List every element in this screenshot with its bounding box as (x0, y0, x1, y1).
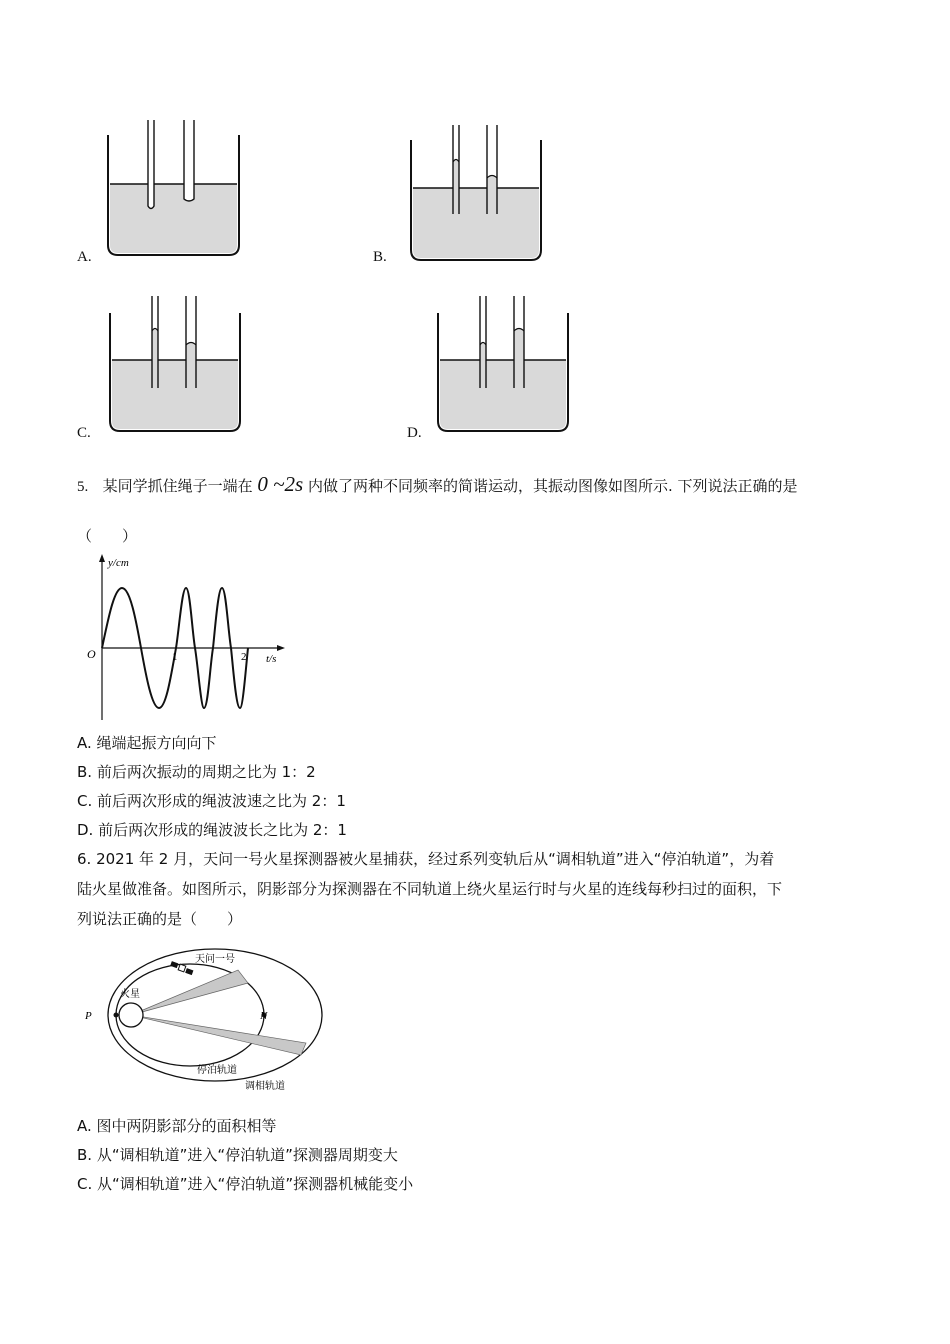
q5-stem (77, 474, 797, 497)
q4-figure-a (104, 117, 244, 259)
q6-label-probe: 天问一号 (195, 954, 235, 965)
q6-shaded-area-phasing (131, 1015, 306, 1055)
q4-option-c-label[interactable]: C. (77, 425, 91, 441)
q6-label-n: N (260, 1010, 268, 1022)
q5-x-axis-label: t/s (266, 653, 277, 665)
q4-option-b-label[interactable]: B. (373, 249, 387, 265)
q6-label-p: P (85, 1010, 92, 1022)
q5-option-d[interactable]: D. 前后两次形成的绳波波长之比为 2：1 (77, 821, 347, 839)
q6-stem-line-2: 陆火星做准备。如图所示，阴影部分为探测器在不同轨道上绕火星运行时与火星的连线每秒扫过的面积，下 (77, 880, 783, 898)
q6-label-mars: 火星 (120, 989, 140, 1000)
q6-stem-line-3: 列说法正确的是（ ） (77, 910, 243, 928)
q6-stem-line-1: 6. 2021 年 2 月，天问一号火星探测器被火星捕获，经过系列变轨后从“调相轨道”进入“停泊轨道”，为着 (77, 850, 775, 868)
q5-text-before: 某同学抓住绳子一端在 (102, 477, 253, 495)
q6-option-a[interactable]: A. 图中两阴影部分的面积相等 (77, 1117, 277, 1135)
q6-option-b[interactable]: B. 从“调相轨道”进入“停泊轨道”探测器周期变大 (77, 1146, 398, 1164)
q5-answer-bracket: （ ） (77, 527, 138, 545)
q5-option-b[interactable]: B. 前后两次振动的周期之比为 1：2 (77, 763, 316, 781)
q6-label-phasing-orbit: 调相轨道 (245, 1081, 285, 1092)
q6-orbit-figure (80, 945, 330, 1095)
q6-shaded-area-parking (131, 970, 248, 1015)
q6-mars (119, 1003, 143, 1027)
q5-tick-2: 2 (241, 651, 247, 663)
q5-math-interval: 0 ~2s (257, 472, 304, 496)
q6-probe-icon (170, 961, 193, 975)
q5-option-c[interactable]: C. 前后两次形成的绳波波速之比为 2：1 (77, 792, 346, 810)
q4-figure-c (106, 293, 246, 435)
q5-y-axis-label: y/cm (108, 557, 129, 569)
q4-figure-d (434, 293, 574, 435)
q5-origin-label: O (87, 647, 96, 661)
q5-text-after: 内做了两种不同频率的简谐运动，其振动图像如图所示. 下列说法正确的是 (307, 477, 798, 495)
q5-tick-1: 1 (172, 651, 178, 663)
q4-option-a-label[interactable]: A. (77, 249, 92, 265)
q5-option-a[interactable]: A. 绳端起振方向向下 (77, 734, 217, 752)
q5-vibration-graph (80, 552, 290, 724)
q6-label-parking-orbit: 停泊轨道 (197, 1065, 237, 1076)
q4-figure-b (407, 122, 547, 264)
q4-option-d-label[interactable]: D. (407, 425, 422, 441)
q6-option-c[interactable]: C. 从“调相轨道”进入“停泊轨道”探测器机械能变小 (77, 1175, 414, 1193)
q5-number: 5. (77, 479, 89, 495)
